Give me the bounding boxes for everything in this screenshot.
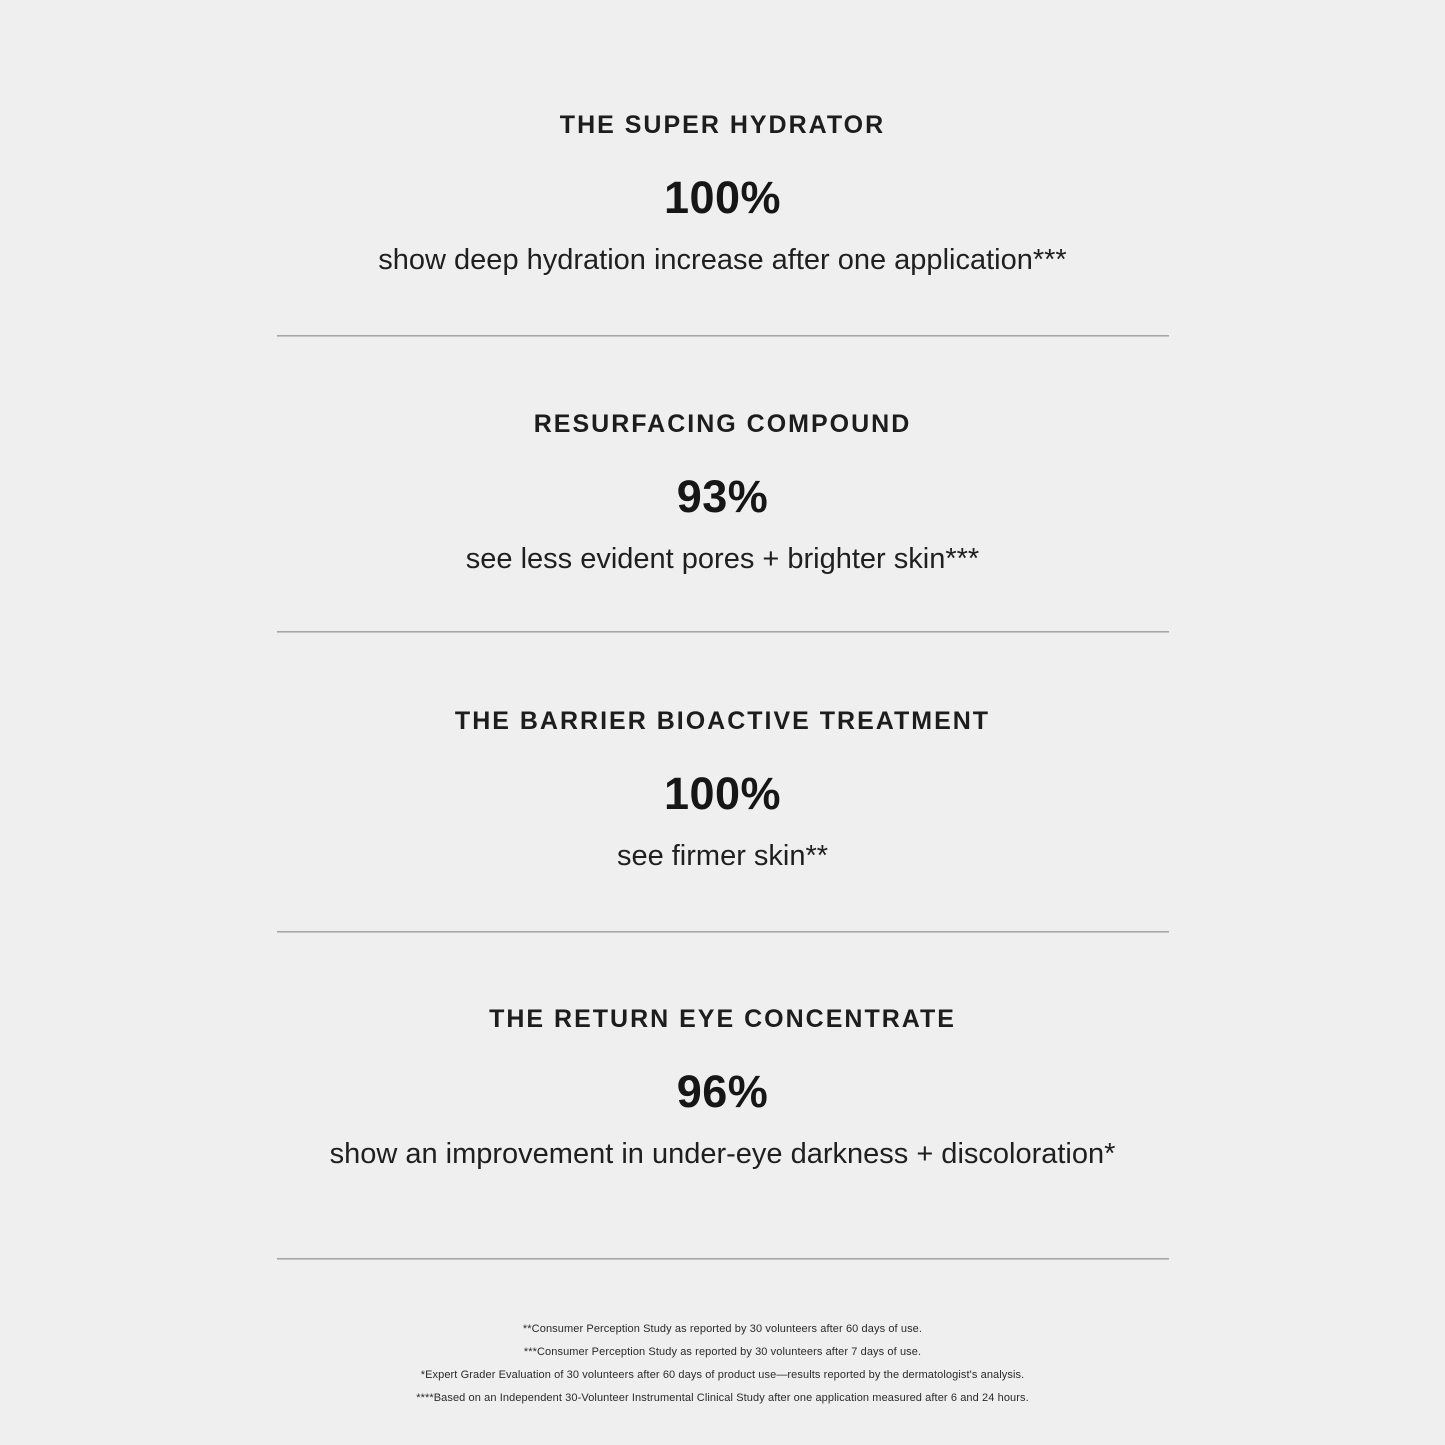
claim-section-return-eye-concentrate: [0, 933, 1445, 1258]
stat-description: see firmer skin**: [616, 840, 829, 872]
stat-description: show deep hydration increase after one application***: [378, 244, 1067, 276]
product-title: RESURFACING COMPOUND: [533, 410, 912, 438]
footnote: ***Consumer Perception Study as reported by 30 volunteers after 7 days of use.: [523, 1346, 922, 1358]
footnote: **Consumer Perception Study as reported by 30 volunteers after 60 days of use.: [522, 1323, 923, 1335]
claim-section-super-hydrator: [0, 0, 1445, 335]
footnotes-block: [0, 1260, 1445, 1445]
product-title: THE SUPER HYDRATOR: [559, 111, 886, 139]
stat-value: 96%: [676, 1066, 769, 1117]
footnote: ****Based on an Independent 30-Volunteer Instrumental Clinical Study after one application measured after 6 and 24 hours.: [416, 1392, 1029, 1404]
claim-section-barrier-bioactive-treatment: [0, 633, 1445, 931]
stat-description: show an improvement in under-eye darkness + discoloration*: [329, 1138, 1116, 1170]
product-title: THE BARRIER BIOACTIVE TREATMENT: [454, 707, 991, 735]
stat-description: see less evident pores + brighter skin***: [465, 543, 980, 575]
footnote: *Expert Grader Evaluation of 30 volunteers after 60 days of product use—results reported by the dermatologist's analysis.: [420, 1369, 1025, 1381]
stat-value: 100%: [663, 768, 782, 819]
stat-value: 93%: [676, 471, 769, 522]
claim-section-resurfacing-compound: [0, 337, 1445, 631]
product-title: THE RETURN EYE CONCENTRATE: [489, 1005, 956, 1033]
stat-value: 100%: [663, 172, 782, 223]
